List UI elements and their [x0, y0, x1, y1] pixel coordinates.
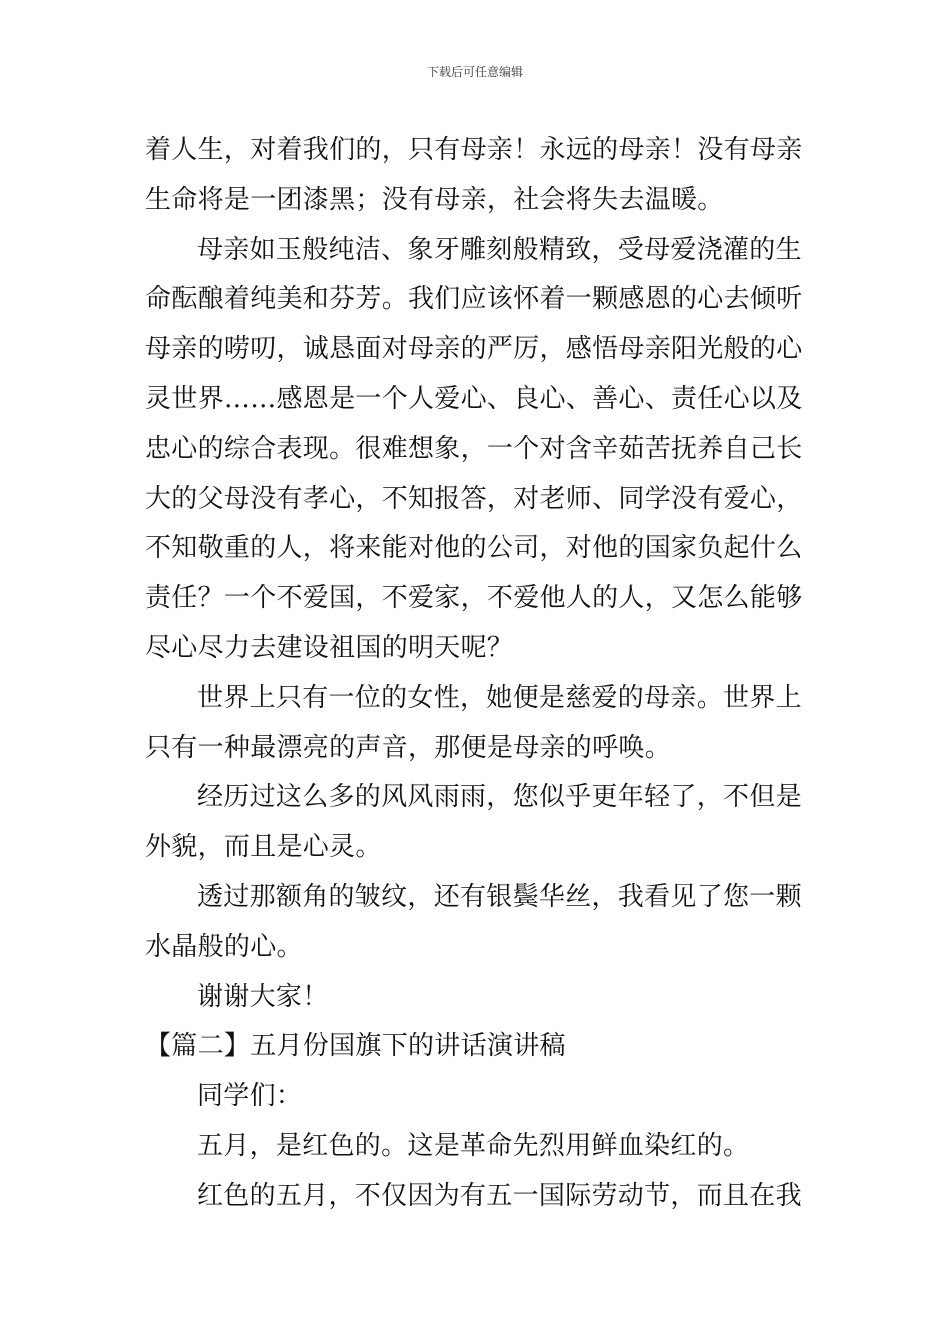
closing-line: 谢谢大家！: [197, 981, 329, 1012]
text-line: 只有一种最漂亮的声音，那便是母亲的呼唤。: [145, 732, 672, 763]
page-header: 下载后可任意编辑: [426, 65, 523, 79]
text-line: 责任？一个不爱国，不爱家，不爱他人的人，又怎么能够: [145, 583, 803, 614]
text-line: 母亲的唠叨，诚恳面对母亲的严厉，感悟母亲阳光般的心: [145, 334, 803, 365]
paragraph-start-line: 经历过这么多的风风雨雨，您似乎更年轻了，不但是: [197, 782, 802, 813]
salutation-line: 同学们：: [197, 1081, 303, 1112]
section-heading: 【篇二】五月份国旗下的讲话演讲稿: [145, 1031, 566, 1062]
paragraph-start-line: 母亲如玉般纯洁、象牙雕刻般精致，受母爱浇灌的生: [197, 234, 802, 265]
paragraph-start-line: 世界上只有一位的女性，她便是慈爱的母亲。世界上: [197, 682, 802, 713]
paragraph-start-line: 五月，是红色的。这是革命先烈用鲜血染红的。: [197, 1130, 750, 1161]
text-line: 着人生，对着我们的，只有母亲！永远的母亲！没有母亲: [145, 135, 803, 165]
text-line: 不知敬重的人，将来能对他的公司，对他的国家负起什么: [145, 533, 803, 564]
paragraph-start-line: 透过那额角的皱纹，还有银鬓华丝，我看见了您一颗: [197, 881, 802, 912]
text-line: 忠心的综合表现。很难想象，一个对含辛茹苦抚养自己长: [145, 433, 803, 464]
paragraph-start-line: 红色的五月，不仅因为有五一国际劳动节，而且在我: [197, 1180, 802, 1211]
text-line: 大的父母没有孝心，不知报答，对老师、同学没有爱心，: [145, 483, 803, 514]
text-line: 水晶般的心。: [145, 931, 303, 962]
document-body: [145, 126, 807, 1222]
text-line: 尽心尽力去建设祖国的明天呢？: [145, 632, 514, 663]
text-line: 灵世界……感恩是一个人爱心、良心、善心、责任心以及: [145, 383, 803, 414]
text-line: 命酝酿着纯美和芬芳。我们应该怀着一颗感恩的心去倾听: [145, 284, 803, 315]
text-line: 外貌，而且是心灵。: [145, 832, 382, 863]
text-line: 生命将是一团漆黑；没有母亲，社会将失去温暖。: [145, 184, 724, 215]
